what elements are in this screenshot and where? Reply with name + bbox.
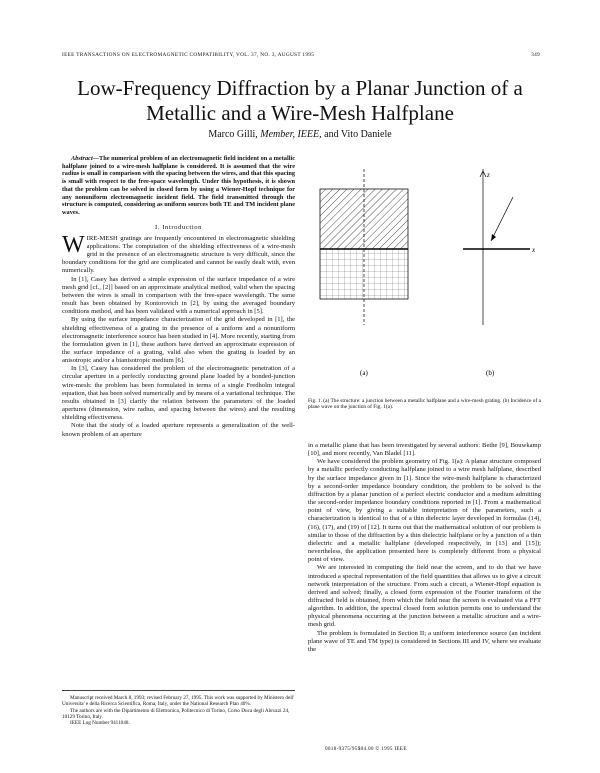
- left-column: [62, 155, 295, 439]
- right-column: [308, 442, 541, 654]
- intro-paragraph-3: By using the surface impedance characterization of the grid developed in [1], the shielding effectiveness of a grating in the presence of a uniform and a nonuniform electromagnetic interference source has been studied in [4]. More recently, starting from the formulation given in [1], these authors have derived an approximate expression of the surface impedance of a grating, valid also when the grating is loaded by an anisotropic and/or a bianisotropic medium [6].: [62, 316, 296, 365]
- figure-caption: Fig. 1. (a) The structure: a junction between a metallic halfplane and a wire-mesh grating. (b) Incidence of a plane wave on the junction of Fig. 1(a).: [308, 398, 541, 411]
- footnote-affiliation: The authors are with the Dipartimento di Elettronica, Politecnico di Torino, Corso Duca degli Abruzzi 24, 10129 Torino, Italy.: [62, 707, 290, 720]
- abstract-text: The numerical problem of an electromagnetic field incident on a metallic halfplane joined to a wire-mesh halfplane is considered. It is assumed that the wire radius is small in comparison with the spacing between the wires, and that this spacing is small with respect to the free-space wavelength. Under this hypothesis, it is shown that the problem can be solved in closed form by using a Wiener-Hopf technique for any nonuniform electromagnetic incident field. The field transmitted through the structure is computed, considering as uniform sources both TE and TM incident plane waves.: [62, 155, 295, 216]
- drop-cap: W: [62, 231, 85, 258]
- figure-diagram: [308, 157, 541, 382]
- author-names: Marco Gilli,: [208, 129, 261, 140]
- paper-title: Low-Frequency Diffraction by a Planar Junction of a Metallic and a Wire-Mesh Halfplane: [77, 76, 523, 125]
- intro-paragraph-2: In [1], Casey has derived a simple expression of the surface impedance of a wire mesh grid [cf., [2]] based on an approximate analytical method, valid when the spacing between the wires is small in comparison with the free-space wavelength. The same result has been obtained by Kontorovich in [2], by using the averaged boundary conditions method, and has been validated with a numerical approach in [5].: [62, 275, 295, 316]
- author-membership: Member, IEEE,: [260, 129, 322, 140]
- figure-label-b: (b): [486, 369, 495, 377]
- footnote-received: Manuscript received March 8, 1993; revised February 27, 1995. This work was supported by Ministero dell' Universita' e della Ricerca Scientifica, Roma, Italy, under the National Research Plan 40%.: [62, 695, 295, 708]
- figure-label-a: (a): [360, 369, 368, 377]
- running-head: [62, 52, 540, 58]
- intro-paragraph-5: Note that the study of a loaded aperture represents a generalization of the well-known problem of an aperture: [62, 422, 295, 438]
- figure-a-structure: [320, 169, 408, 325]
- right-paragraph-1: in a metallic plane that has been investigated by several authors: Bethe [9], Bouwkamp [10], and more recently, Van Bladel [11].: [308, 442, 541, 458]
- footnote-log-number: IEEE Log Number 9411048.: [70, 720, 130, 727]
- copyright-line: 0018-9375/95$04.00 © 1995 IEEE: [325, 746, 407, 752]
- page-number: 349: [531, 52, 540, 58]
- right-paragraph-2: We have considered the problem geometry of Fig. 1(a): A planar structure composed by a metallic perfectly conducting halfplane joined to a wire mesh halfplane, described by the surface impedance given in [1]. Since the wire-mesh halfplane is characterized by a second-order impedance boundary condition, the problem to be solved is the diffraction by a planar junction of a perfect electric conductor and a medium admitting the second-order impedance boundary conditions reported in [1]. From a mathematical point of view, by giving a suitable interpretation of the parameters, such a characterization is identical to that of a thin dielectric layer developed in formulas (14), (16), (17), and (19) of [12]. It turns out that the mathematical solution of our problem is similar to those of the diffraction by a thin dielectric halfplane or by a junction of a thin dielectric and a metallic halfplane (developed respectively, in [13] and [15]); nevertheless, the application presented here is completely different from a physical point of view.: [308, 458, 541, 564]
- second-author: and Vito Daniele: [321, 129, 392, 140]
- section-heading: I. Introduction: [154, 223, 203, 231]
- figure-b-incidence: [463, 169, 530, 325]
- journal-name: IEEE TRANSACTIONS ON ELECTROMAGNETIC COMPATIBILITY, VOL. 37, NO. 3, AUGUST 1995: [62, 52, 315, 58]
- incident-wave-arrow: [491, 197, 513, 241]
- footnote: [62, 690, 295, 726]
- right-paragraph-4: The problem is formulated in Section II; a uniform interference source (an incident plane wave of TE and TM type) is considered in Sections III and IV, where we evaluate the: [308, 629, 541, 653]
- axis-z-label: z: [487, 171, 490, 179]
- author-line: [0, 129, 600, 140]
- figure-1: [308, 157, 541, 382]
- abstract: [62, 155, 295, 217]
- right-paragraph-3: We are interested in computing the field near the screen, and to do that we have introduced a spectral representation of the field quantities that allows us to give a circuit network interpretation of the structure. From such a circuit, a Wiener-Hopf equation is derived and solved; finally, a closed form expression of the Fourier transform of the diffracted field is obtained, from which the field near the screen is evaluated via a FFT algorithm. In addition, the spectral closed form solution permits one to understand the physical phenomena occurring at the junction between a metallic structure and a wire-mesh grid.: [308, 564, 541, 629]
- intro-paragraph-4: In [3], Casey has considered the problem of the electromagnetic penetration of a circular aperture in a perfectly conducting ground plane loaded by a bonded-junction wire-mesh: the problem has been formulated in terms of a single Fredholm integral equation, that has been solved numerically and by means of a variational technique. The results obtained in [3] clarify the relation between the parameters of the loaded apertures (dimension, wire radius, and spacing between the wires) and the resulting shielding effectiveness.: [62, 365, 295, 422]
- axis-x-label: x: [532, 246, 536, 254]
- abstract-label: Abstract—: [71, 155, 99, 162]
- intro-paragraph-1: WIRE-MESH gratings are frequently encountered in electromagnetic shielding applications. The computation of the shielding effectiveness of a wire-mesh grid in the presence of an electromagnetic structure is very difficult, since the boundary conditions for the grid are complicated and cannot be easily dealt with, even numerically.: [62, 231, 295, 275]
